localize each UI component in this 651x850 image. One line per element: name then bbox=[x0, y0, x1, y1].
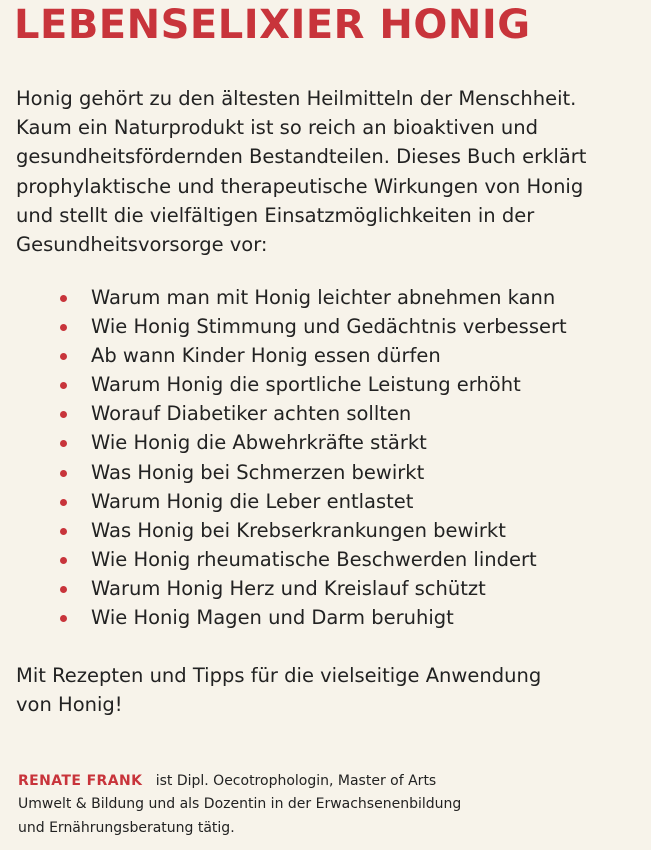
bullet-dot-icon bbox=[60, 295, 67, 302]
bullet-dot-icon bbox=[60, 353, 67, 360]
bullet-dot-icon bbox=[60, 382, 67, 389]
bullet-dot-icon bbox=[60, 615, 67, 622]
outro-paragraph: Mit Rezepten und Tipps für die vielseitige Anwendung von Honig! bbox=[16, 664, 542, 717]
author-bio bbox=[18, 770, 618, 840]
author-bio-rest: Umwelt & Bildung und als Dozentin in der Erwachsenenbildung und Ernährungsberatung tätig. bbox=[18, 796, 462, 836]
bullet-dot-icon bbox=[60, 499, 67, 506]
bullet-dot-icon bbox=[60, 324, 67, 331]
bullet-dot-icon bbox=[60, 470, 67, 477]
intro-paragraph: Honig gehört zu den ältesten Heilmitteln der Menschheit. Kaum ein Naturprodukt ist so reich an bioaktiven und gesundheitsfördernden Bestandteilen. Dieses Buch erklärt prophylaktische und therapeutische Wirkungen von Honig und stellt die vielfältigen Einsatzmöglichkeiten in der Gesundheitsvorsorge vor: bbox=[16, 87, 587, 257]
bullet-dot-icon bbox=[60, 440, 67, 447]
author-name: RENATE FRANK bbox=[18, 773, 143, 789]
bullet-dot-icon bbox=[60, 586, 67, 593]
bullet-dot-icon bbox=[60, 528, 67, 535]
book-back-cover: LEBENSELIXIER HONIG Honig gehört zu den ältesten Heilmitteln der Menschheit. Kaum ein Naturprodukt ist so reich an bioaktiven und gesundheitsfördernden Bestandteilen. Dieses Buch erklärt prophylaktische und therapeutische Wirkungen von Honig und stellt die vielfältigen Einsatzmöglichkeiten in der Gesundheitsvorsorge vor: Warum man mit Honig leichter abnehmen kann Wie Honig Stimmung und Gedächtnis verbessert Ab wann Kinder Honig essen dürfen Warum Honig die sportliche Leistung erhöht Worauf Diabetiker achten sollten Wie Honig die Abwehrkräfte stärkt Was Honig bei Schmerzen bewirkt Warum Honig die Leber entlastet Was Honig bei Krebserkrankungen bewirkt Wie Honig rheumatische Beschwerden lindert Warum Honig Herz und Kreislauf schützt Wie Honig Magen und Darm beruhigt Mit Rezepten und Tipps für die vielseitige Anwendung von Honig! RENATE FRANK ist Dipl. Oecotrophologin, Master of Arts Umwelt & Bildung und als Dozentin in der Erwachsenenbildung und Ernährungsberatung tätig. bbox=[0, 0, 651, 850]
bullet-dot-icon bbox=[60, 411, 67, 418]
bullet-dot-icon bbox=[60, 557, 67, 564]
book-title: LEBENSELIXIER HONIG bbox=[14, 2, 531, 48]
author-bio-line1: ist Dipl. Oecotrophologin, Master of Arts bbox=[155, 773, 437, 789]
